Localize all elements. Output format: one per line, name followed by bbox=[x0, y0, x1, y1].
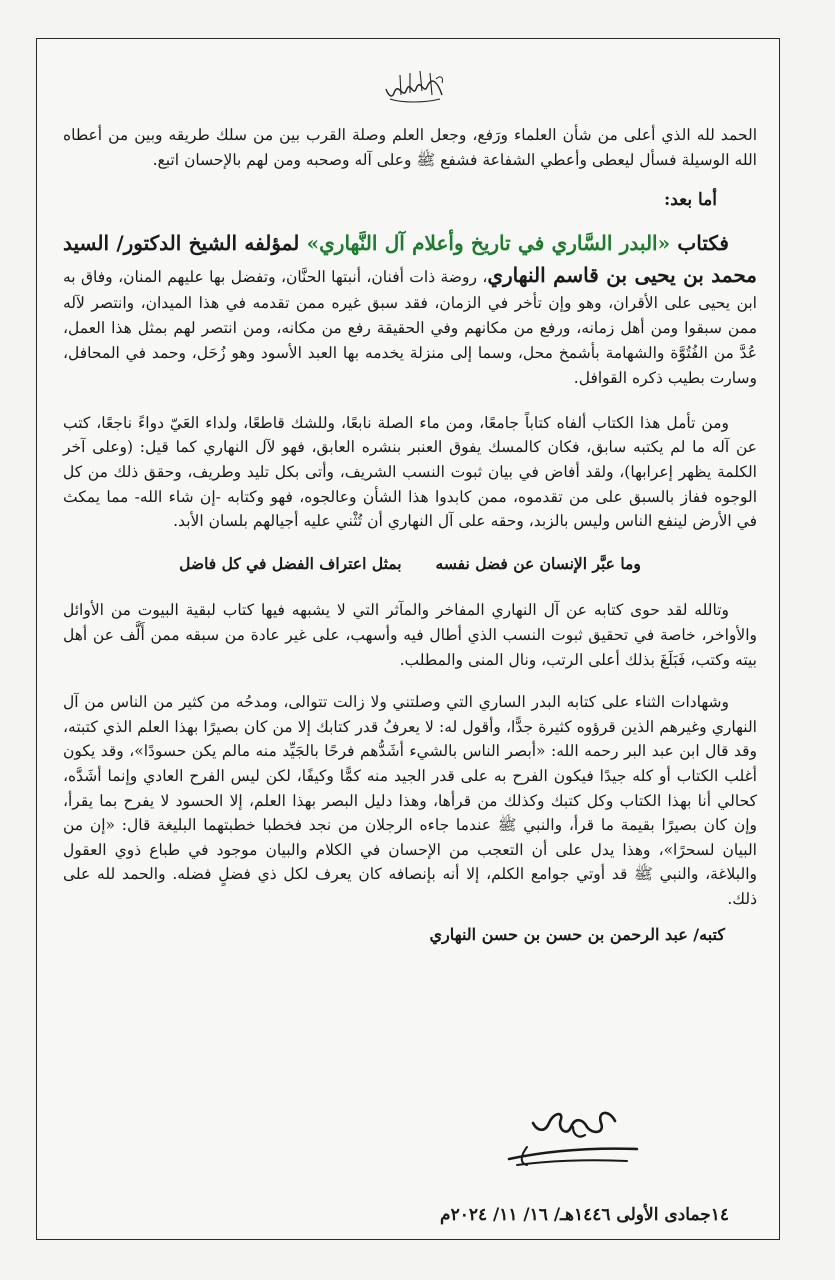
handwritten-signature-icon bbox=[497, 1099, 647, 1187]
paragraph-5: وشهادات الثناء على كتابه البدر الساري التي وصلتني ولا زالت تتوالى، ومدحُه من كثير من الناس من آل النهاري وغيرهم الذين قرؤوه كثيرة جدًّا، وأقول له: لا يعرفُ قدر كتابك إلا من كان بصيرًا بهذا العلم الذي كتبته، وقد قال ابن عبد البر رحمه الله: «أبصر الناس بالشيء أشَدُّهم فرحًا بالجَيِّد منه مالم يكن حسودًا»، وقد يكون أغلب الكتاب أو كله جيدًا فيكون الفرح به على قدر الجيد منه كمًّا وكيفًا، لكن ليس الفرح العادي وإنما أشَدَّه، كحالي أنا بهذا الكتاب وكل كتبك وكذلك من قرأها، وهذا دليل البصر بهذا العلم، إلا الحسود لا يفرح بما يقرأ، وإن كان بصيرًا بقيمة ما قرأ، والنبي ﷺ عندما جاءه الرجلان من نجد فخطبا خطبتهما البليغة قال: «إن من البيان لسحرًا»، وهذا يدل على أن التعجب من الإحسان في الكلام والبيان موجود في طباع ذوي العقول والبلاغة، والنبي ﷺ قد أوتي جوامع الكلم، إلا أنه بإنصافه كان يعرف لكل ذي فضلٍ فضله. والحمد لله على ذلك. bbox=[63, 693, 757, 908]
verse-first-hemistich: وما عبَّر الإنسان عن فضل نفسه bbox=[435, 553, 641, 573]
letter-body bbox=[63, 123, 757, 948]
intro-paragraph: الحمد لله الذي أعلى من شأن العلماء ورَفع، وجعل العلم وصلة القرب بين من سلك طريقه وبين من أعطاه الله الوسيلة فسأل ليعطى وأعطي الشفاعة فشفع ﷺ وعلى آله وصحبه ومن لهم بالإحسان اتبع. bbox=[63, 126, 757, 169]
book-paragraph bbox=[63, 227, 757, 391]
paragraph-4: وتالله لقد حوى كتابه عن آل النهاري المفاخر والمآثر التي لا يشبهه فيها كتاب لبقية البيوت من الأوائل والأواخر، خاصة في تحقيق ثبوت النسب الذي أطال فيه وأسهب، على غير عادة من سبقه ممن أَلَّف عن أهل بيته وكتب، فَبَلَغَ بذلك أعلى الرتب، ونال المنى والمطلب. bbox=[63, 601, 757, 669]
book-author: لمؤلفه الشيخ الدكتور/ السيد محمد بن يحيى بن قاسم النهاري bbox=[63, 230, 757, 287]
date-line: ١٤جمادى الأولى ١٤٤٦هـ/ ١٦/ ١١/ ٢٠٢٤م bbox=[440, 1205, 729, 1225]
poetry-verse bbox=[63, 552, 757, 577]
amma-bad-heading: أما بعد: bbox=[663, 190, 717, 211]
basmala-calligraphy-icon bbox=[380, 65, 450, 109]
book-title: «البدر السَّاري في تاريخ وأعلام آل النَّهاري» bbox=[306, 230, 671, 255]
paragraph-3: ومن تأمل هذا الكتاب ألفاه كتاباً جامعًا، ومن ماء الصلة نابعًا، وللشك قاطعًا، ولداء العَيّ دواءً ناجعًا، كتب عن آله ما لم يكتبه سابق، فكان كالمسك يفوق العنبر بنشره العابق، فهو لآل النهاري كما قيل: (وعلى آخر الكلمة يظهر إعرابها)، ولقد أفاض في بيان ثبوت النسب الشريف، وأتى بكل تليد وطريف، وحقق ذلك من كل الوجوه ففاز بالسبق على من تقدموه، ممن كابدوا هذا الشأن وعالجوه، فهو وكتابه -إن شاء الله- مما يمكث في الأرض لينفع الناس وليس بالزبد، وحقه على آل النهاري أن تُثْني عليه أجيالهم بلسان الأبد. bbox=[63, 413, 757, 531]
verse-second-hemistich: بمثل اعتراف الفضل في كل فاضل bbox=[179, 553, 402, 573]
book-description: ، روضة ذات أفنان، أنبتها الحنَّان، وتفضل بها عليهم المنان، وفاق به ابن يحيى على الأقران، وهو وإن تأخر في الزمان، فقد سبق غيره ممن تقدمه في هذا الميدان، وانتصر لآله ممن سبقوا ومن أهل زمانه، ورفع من مكانهم وفي الحقيقة رفع من مكانه، ومن انتصر لهم بمثل هذا العمل، عُدَّ من الفُتُوَّة والشهامة بأشمخ محل، وسما إلى منزلة يخدمه بها العبد الأسود وهو زُحَل، وحمد في المحافل، وسارت بطيب ذكره القوافل. bbox=[63, 267, 757, 387]
book-lead: فكتاب bbox=[670, 230, 729, 255]
page-frame bbox=[36, 38, 780, 1240]
signer-name: كتبه/ عبد الرحمن بن حسن بن حسن النهاري bbox=[429, 925, 725, 945]
